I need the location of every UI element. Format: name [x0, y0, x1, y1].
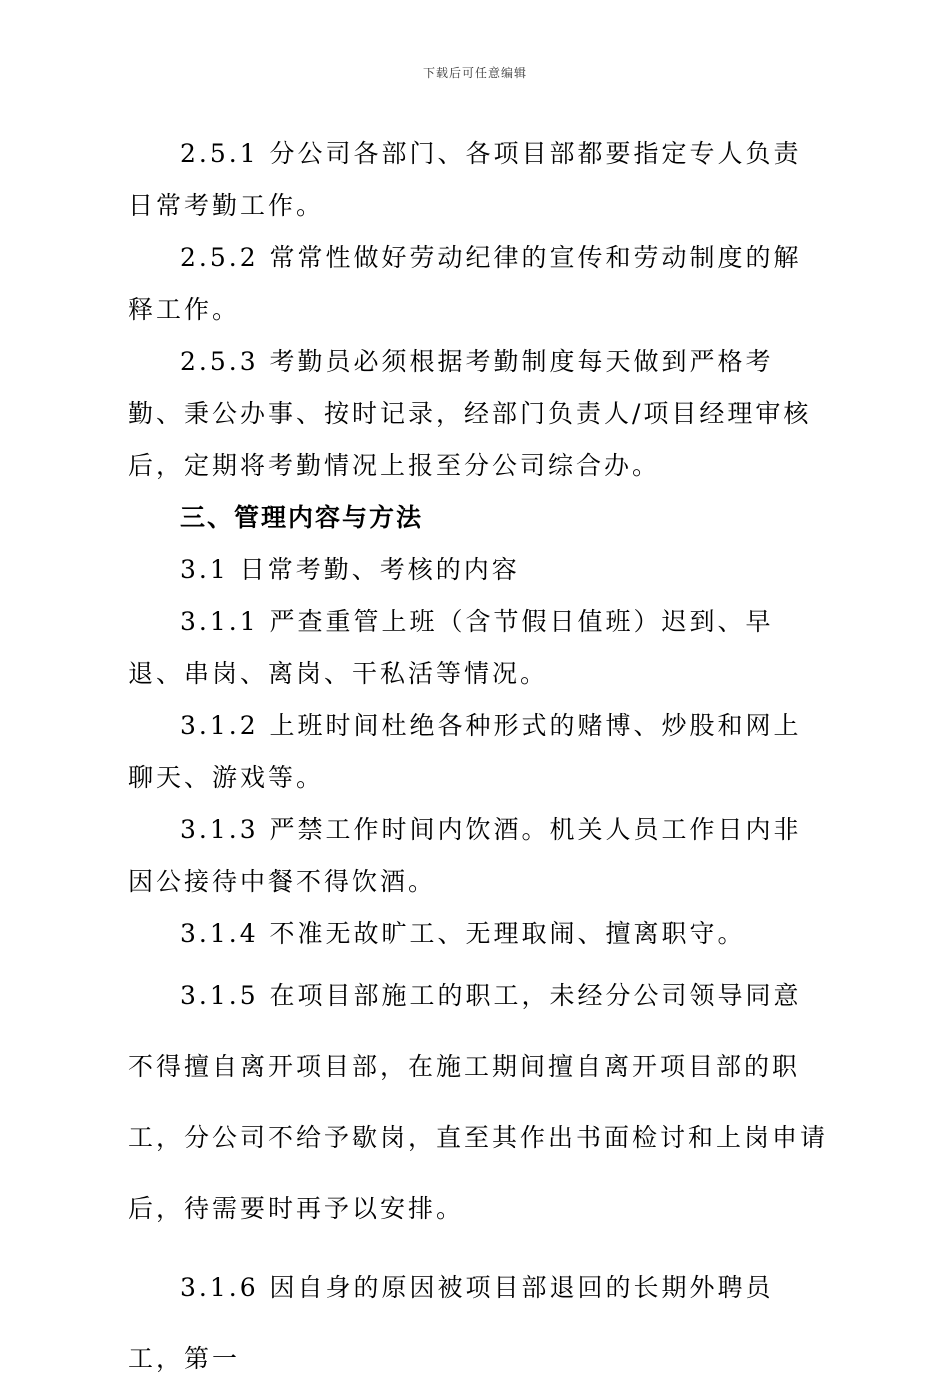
header-note: 下载后可任意编辑: [422, 66, 527, 80]
paragraph-3-1-4: 3.1.4 不准无故旷工、无理取闹、擅离职守。: [180, 919, 746, 948]
paragraph-3-1-3: 3.1.3 严禁工作时间内饮酒。机关人员工作日内非因公接待中餐不得饮酒。: [128, 815, 802, 896]
paragraph-3-1: 3.1 日常考勤、考核的内容: [180, 555, 520, 584]
paragraph-2-5-3: 2.5.3 考勤员必须根据考勤制度每天做到严格考勤、秉公办事、按时记录，经部门负责人/项目经理审核后，定期将考勤情况上报至分公司综合办。: [128, 347, 812, 480]
paragraph-3-1-1: 3.1.1 严查重管上班（含节假日值班）迟到、早退、串岗、离岗、干私活等情况。: [128, 607, 774, 688]
section-heading: 三、管理内容与方法: [180, 503, 424, 532]
paragraph-2-5-1: 2.5.1 分公司各部门、各项目部都要指定专人负责日常考勤工作。: [128, 139, 802, 220]
document-body: [128, 128, 828, 1394]
paragraph-3-1-5: 3.1.5 在项目部施工的职工，未经分公司领导同意不得擅自离开项目部，在施工期间擅自离开项目部的职工，分公司不给予歇岗，直至其作出书面检讨和上岗申请后，待需要时再予以安排。: [128, 981, 829, 1223]
paragraph-2-5-2: 2.5.2 常常性做好劳动纪律的宣传和劳动制度的解释工作。: [128, 243, 802, 324]
paragraph-3-1-2: 3.1.2 上班时间杜绝各种形式的赌博、炒股和网上聊天、游戏等。: [128, 711, 802, 792]
paragraph-3-1-6: 3.1.6 因自身的原因被项目部退回的长期外聘员工，第一: [128, 1273, 774, 1373]
